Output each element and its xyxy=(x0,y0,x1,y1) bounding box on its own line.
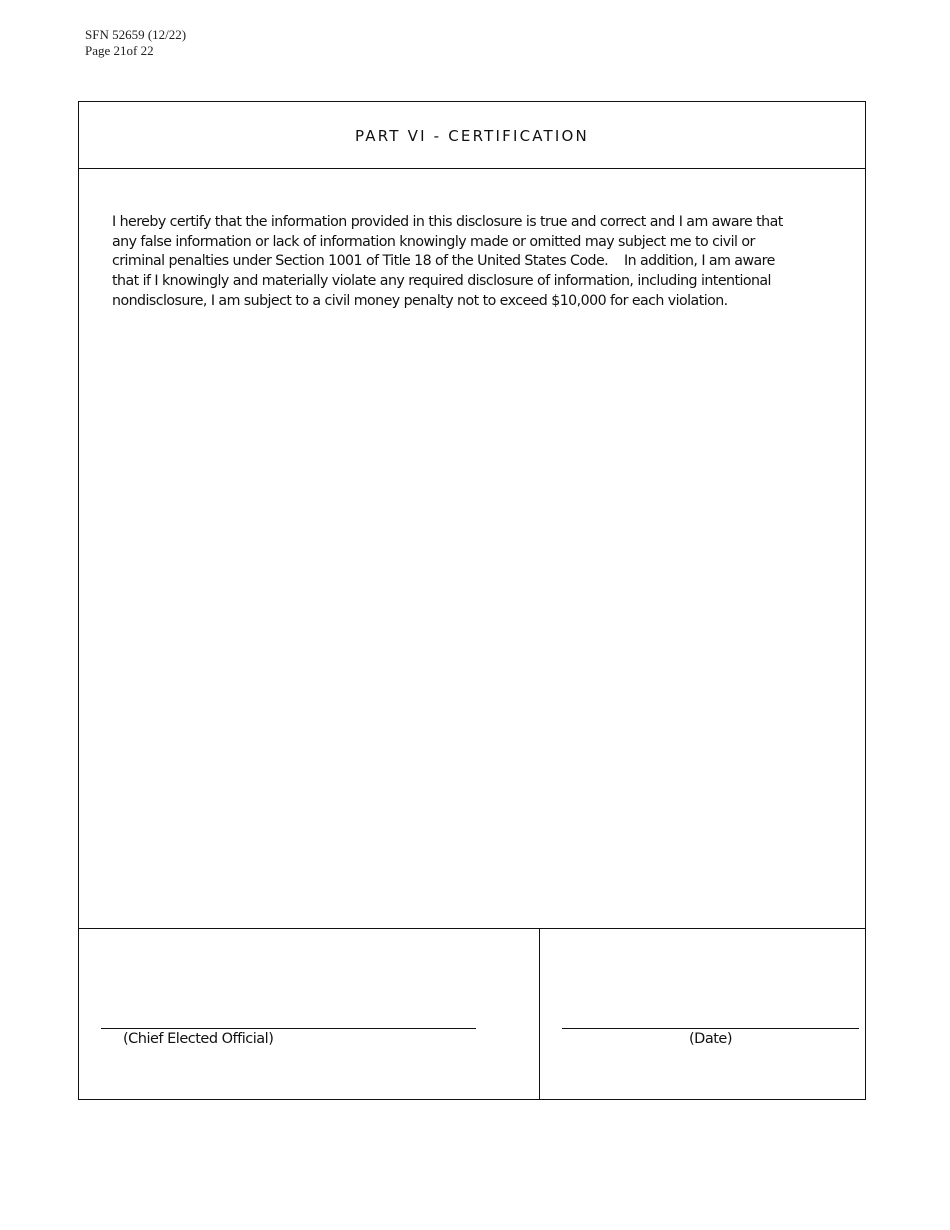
section-title: PART VI - CERTIFICATION xyxy=(355,127,589,145)
certification-statement xyxy=(112,213,812,312)
official-signature-line[interactable] xyxy=(101,1028,476,1029)
date-signature-line[interactable] xyxy=(562,1028,859,1029)
certification-line: any false information or lack of information knowingly made or omitted may subject me to civil or xyxy=(112,233,755,250)
certification-line: criminal penalties under Section 1001 of Title 18 of the United States Code. In addition, I am aware xyxy=(112,253,775,270)
section-title-row xyxy=(79,102,865,169)
certification-line: that if I knowingly and materially violate any required disclosure of information, including intentional xyxy=(112,273,771,290)
page-number: Page 21of 22 xyxy=(85,43,154,58)
form-number: SFN 52659 (12/22) xyxy=(85,27,187,42)
date-label: (Date) xyxy=(689,1031,732,1047)
signature-section xyxy=(79,929,865,1100)
certification-body xyxy=(79,169,865,929)
certification-form xyxy=(78,101,866,1100)
official-signature-label: (Chief Elected Official) xyxy=(123,1031,274,1047)
certification-line: nondisclosure, I am subject to a civil money penalty not to exceed $10,000 for each violation. xyxy=(112,292,728,309)
form-header xyxy=(85,27,186,59)
signature-divider xyxy=(539,929,540,1100)
certification-line: I hereby certify that the information provided in this disclosure is true and correct and I am aware that xyxy=(112,214,783,230)
